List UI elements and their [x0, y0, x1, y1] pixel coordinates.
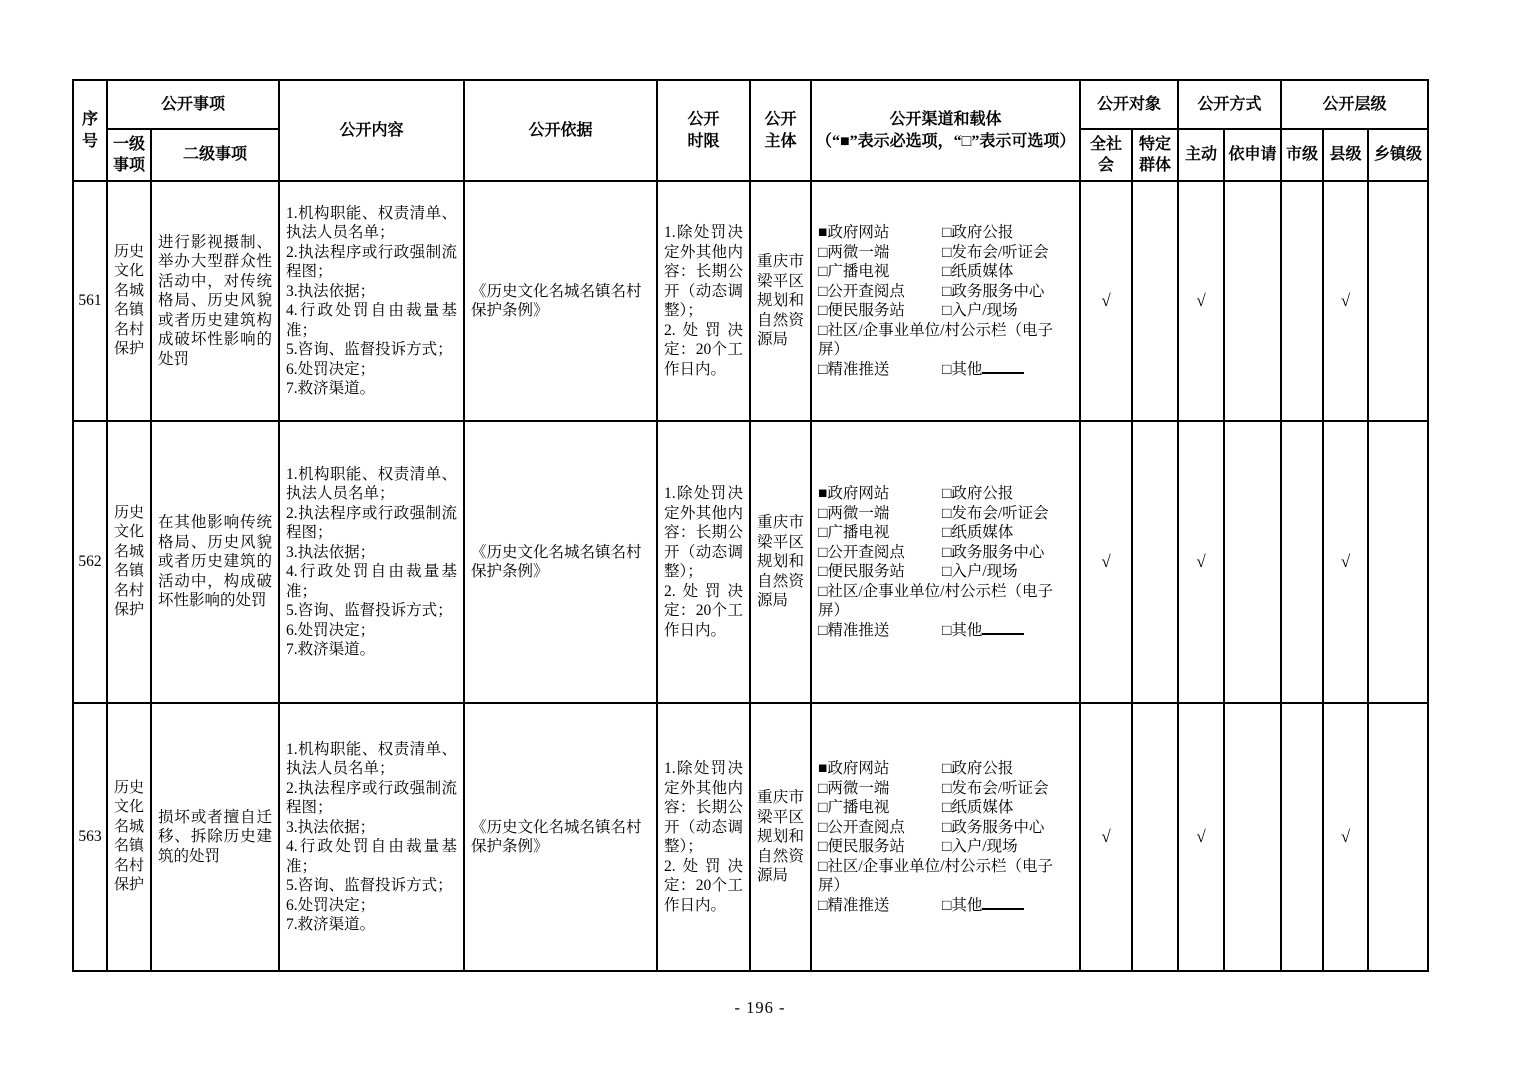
content-item: 5.咨询、监督投诉方式；: [286, 602, 453, 619]
channel-option-other: [942, 361, 1024, 378]
cell-seq: 563: [73, 703, 107, 971]
content-item: 2.执法程序或行政强制流程图；: [286, 243, 458, 280]
cell-content: [279, 181, 464, 421]
cell-level-town: [1368, 703, 1428, 971]
time-limit-item: 1.除处罚决定外其他内容：长期公开（动态调整）；: [664, 485, 744, 580]
content-item: 4.行政处罚自由裁量基准；: [286, 838, 458, 875]
channel-option: □公开查阅点: [818, 543, 905, 561]
col-header-item-l1: 一级事项: [107, 129, 151, 181]
cell-method-active: √: [1178, 703, 1224, 971]
channel-option: □两微一端: [818, 504, 890, 522]
content-item: 1.机构职能、权责清单、执法人员名单；: [286, 204, 458, 241]
channel-option: □精准推送: [818, 360, 890, 378]
cell-channels: [811, 181, 1080, 421]
content-item: 5.咨询、监督投诉方式；: [286, 341, 453, 358]
content-item: 3.执法依据；: [286, 543, 376, 561]
col-header-channels: [811, 80, 1080, 181]
time-limit-item: 2.处罚决定：20个工作日内。: [664, 582, 744, 639]
col-header-item-group: 公开事项: [107, 80, 279, 129]
channel-option: ■政府网站: [818, 760, 890, 777]
channel-option: ■政府网站: [818, 485, 890, 502]
col-header-method-group: 公开方式: [1178, 80, 1281, 129]
content-item: 4.行政处罚自由裁量基准；: [286, 302, 458, 339]
cell-method-request: [1224, 181, 1281, 421]
channel-line: [818, 837, 1073, 857]
content-item: 1.机构职能、权责清单、执法人员名单；: [286, 740, 458, 777]
channel-option: □便民服务站: [818, 563, 905, 580]
channel-option-other-label: □其他: [942, 621, 983, 639]
cell-item-l1: 历史文化名城名镇名村保护: [107, 181, 151, 421]
col-header-seq: 序号: [73, 80, 107, 181]
channel-option: □入户/现场: [942, 838, 1018, 855]
cell-audience-specific: [1132, 421, 1178, 703]
channel-option-other: [942, 622, 1024, 639]
cell-content: [279, 703, 464, 971]
col-header-audience-group: 公开对象: [1080, 80, 1178, 129]
channel-line: [818, 779, 1073, 799]
disclosure-catalog-table: [72, 79, 1429, 972]
time-limit-item: 2.处罚决定：20个工作日内。: [664, 321, 744, 378]
channel-option: □精准推送: [818, 621, 890, 639]
channel-line: [818, 562, 1073, 582]
channel-line: [818, 621, 1073, 641]
channel-option: □便民服务站: [818, 302, 905, 319]
cell-channels: [811, 703, 1080, 971]
cell-audience-all: √: [1080, 421, 1132, 703]
col-header-level-town: 乡镇级: [1368, 129, 1428, 181]
time-limit-item: 2.处罚决定：20个工作日内。: [664, 857, 744, 914]
content-item: 3.执法依据；: [286, 282, 376, 300]
content-item: 7.救济渠道。: [286, 916, 376, 933]
channel-option: □两微一端: [818, 779, 890, 797]
col-header-level-group: 公开层级: [1281, 80, 1428, 129]
cell-seq: 561: [73, 181, 107, 421]
col-header-level-city: 市级: [1281, 129, 1323, 181]
content-item: 5.咨询、监督投诉方式；: [286, 877, 453, 894]
channel-option-other: [942, 897, 1024, 914]
col-header-level-county: 县级: [1323, 129, 1368, 181]
channel-line: [818, 543, 1073, 563]
cell-channels: [811, 421, 1080, 703]
channel-line: [818, 484, 1073, 504]
page-number: - 196 -: [734, 998, 786, 1017]
cell-level-city: [1281, 703, 1323, 971]
col-header-audience-all: 全社会: [1080, 129, 1132, 181]
channel-line: [818, 798, 1073, 818]
cell-content: [279, 421, 464, 703]
cell-item-l1: 历史文化名城名镇名村保护: [107, 421, 151, 703]
channel-line: [818, 262, 1073, 282]
channel-line: [818, 896, 1073, 916]
cell-level-city: [1281, 181, 1323, 421]
time-limit-label: 公开时限: [687, 111, 720, 150]
content-item: 6.处罚决定；: [286, 621, 376, 639]
cell-method-request: [1224, 421, 1281, 703]
channel-option-wide: □社区/企事业单位/村公示栏（电子屏）: [818, 582, 1053, 619]
content-item: 4.行政处罚自由裁量基准；: [286, 563, 458, 600]
time-limit-item: 1.除处罚决定外其他内容：长期公开（动态调整）；: [664, 760, 744, 855]
col-header-method-request: 依申请: [1224, 129, 1281, 181]
channel-option: □纸质媒体: [942, 263, 1014, 280]
cell-item-l2: 损坏或者擅自迁移、拆除历史建筑的处罚: [151, 703, 279, 971]
channel-option-other-label: □其他: [942, 360, 983, 378]
cell-level-city: [1281, 421, 1323, 703]
table-row: [73, 421, 1428, 703]
cell-subject: 重庆市梁平区规划和自然资源局: [750, 703, 811, 971]
channel-option-other-label: □其他: [942, 896, 983, 914]
channel-option: □政务服务中心: [942, 818, 1045, 836]
channel-line: [818, 360, 1073, 380]
cell-level-town: [1368, 421, 1428, 703]
content-item: 6.处罚决定；: [286, 360, 376, 378]
cell-subject: 重庆市梁平区规划和自然资源局: [750, 421, 811, 703]
channel-option: □公开查阅点: [818, 818, 905, 836]
table-row: [73, 703, 1428, 971]
content-item: 7.救济渠道。: [286, 380, 376, 397]
cell-time-limit: [657, 421, 750, 703]
channel-option: □广播电视: [818, 799, 890, 816]
cell-basis: 《历史文化名城名镇名村保护条例》: [464, 421, 657, 703]
content-item: 2.执法程序或行政强制流程图；: [286, 779, 458, 816]
channel-option: □广播电视: [818, 263, 890, 280]
col-header-content: 公开内容: [279, 80, 464, 181]
channel-option: □发布会/听证会: [942, 504, 1049, 522]
channel-option: □精准推送: [818, 896, 890, 914]
channel-option: □政务服务中心: [942, 282, 1045, 300]
channel-option: □广播电视: [818, 524, 890, 541]
channel-option: □发布会/听证会: [942, 243, 1049, 261]
cell-time-limit: [657, 703, 750, 971]
col-header-time-limit: [657, 80, 750, 181]
channel-option: □纸质媒体: [942, 524, 1014, 541]
col-header-item-l2: 二级事项: [151, 129, 279, 181]
channel-line: [818, 523, 1073, 543]
channel-option: □便民服务站: [818, 838, 905, 855]
channel-option: □纸质媒体: [942, 799, 1014, 816]
time-limit-item: 1.除处罚决定外其他内容：长期公开（动态调整）；: [664, 224, 744, 319]
cell-seq: 562: [73, 421, 107, 703]
channel-line: [818, 243, 1073, 263]
table-header: [73, 80, 1428, 181]
cell-audience-all: √: [1080, 703, 1132, 971]
channel-line: [818, 282, 1073, 302]
cell-time-limit: [657, 181, 750, 421]
channel-option: □入户/现场: [942, 302, 1018, 319]
col-header-audience-specific: 特定群体: [1132, 129, 1178, 181]
blank-underline: [982, 901, 1024, 910]
cell-level-county: √: [1323, 703, 1368, 971]
cell-audience-all: √: [1080, 181, 1132, 421]
cell-audience-specific: [1132, 703, 1178, 971]
cell-basis: 《历史文化名城名镇名村保护条例》: [464, 703, 657, 971]
channel-line: [818, 818, 1073, 838]
cell-audience-specific: [1132, 181, 1178, 421]
channel-option: □政务服务中心: [942, 543, 1045, 561]
cell-method-active: √: [1178, 421, 1224, 703]
cell-item-l1: 历史文化名城名镇名村保护: [107, 703, 151, 971]
cell-subject: 重庆市梁平区规划和自然资源局: [750, 181, 811, 421]
channel-option: □入户/现场: [942, 563, 1018, 580]
cell-level-county: √: [1323, 421, 1368, 703]
content-item: 6.处罚决定；: [286, 896, 376, 914]
cell-level-town: [1368, 181, 1428, 421]
col-header-basis: 公开依据: [464, 80, 657, 181]
channels-legend: （“■”表示必选项，“□”表示可选项）: [816, 132, 1076, 150]
channel-option: □政府公报: [942, 224, 1014, 241]
subject-label: 公开主体: [764, 111, 797, 150]
content-item: 7.救济渠道。: [286, 641, 376, 658]
blank-underline: [982, 365, 1024, 374]
channel-line: [818, 223, 1073, 243]
table-body: [73, 181, 1428, 971]
col-header-method-active: 主动: [1178, 129, 1224, 181]
blank-underline: [982, 626, 1024, 635]
channel-option: ■政府网站: [818, 224, 890, 241]
channel-option: □政府公报: [942, 485, 1014, 502]
cell-item-l2: 在其他影响传统格局、历史风貌或者历史建筑的活动中，构成破坏性影响的处罚: [151, 421, 279, 703]
cell-level-county: √: [1323, 181, 1368, 421]
col-header-subject: [750, 80, 811, 181]
cell-method-active: √: [1178, 181, 1224, 421]
channel-option: □政府公报: [942, 760, 1014, 777]
channel-option: □两微一端: [818, 243, 890, 261]
channel-option: □发布会/听证会: [942, 779, 1049, 797]
table-row: [73, 181, 1428, 421]
channel-option-wide: □社区/企事业单位/村公示栏（电子屏）: [818, 321, 1053, 358]
channel-line: [818, 301, 1073, 321]
content-item: 1.机构职能、权责清单、执法人员名单；: [286, 465, 458, 502]
channel-option-wide: □社区/企事业单位/村公示栏（电子屏）: [818, 857, 1053, 894]
cell-method-request: [1224, 703, 1281, 971]
channels-title: 公开渠道和载体: [889, 111, 1002, 129]
cell-basis: 《历史文化名城名镇名村保护条例》: [464, 181, 657, 421]
content-item: 2.执法程序或行政强制流程图；: [286, 504, 458, 541]
channel-line: [818, 504, 1073, 524]
channel-option: □公开查阅点: [818, 282, 905, 300]
content-item: 3.执法依据；: [286, 818, 376, 836]
cell-item-l2: 进行影视摄制、举办大型群众性活动中，对传统格局、历史风貌或者历史建筑构成破坏性影响的处罚: [151, 181, 279, 421]
channel-line: [818, 759, 1073, 779]
